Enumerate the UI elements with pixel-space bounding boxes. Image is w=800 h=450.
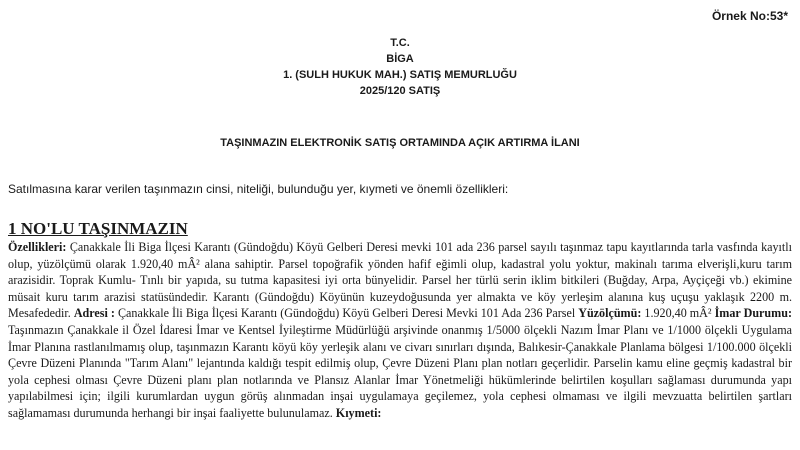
address-label: Adresi : [73,306,115,321]
zoning-text: Taşınmazın Çanakkale il Özel İdaresi İmar ve Kentsel İyileştirme Müdürlüğü arşivinde onanmış 1/5000 ölçekli Nazım İmar Planı ve 1/1000 ölçekli Uygulama İmar Planına rastlanılmamış olup, taşınmazın Karantı köyü köy yerleşik alanı ve civarı sınırları dışında, Balıkesir-Çanakkale Planlama bölgesi 1/100.000 ölçekli Çevre Düzeni Planında "Tarım Alanı" lejantında kaldığı tespit edilmiş olup, Çevre Düzeni Planı plan notları geçerlidir. Parselin kamu eline geçmiş kadastral bir yola cephesi olması Çevre Düzeni planı plan notlarında ve Plansız Alanlar İmar Yönetmeliği hükümlerinde belirtilen koşulları sağlaması durumunda yapı yapılabilmesi için; ilgili kurumlardan uygun görüş alınmadan inşai uygulamaya geçilemez, yola cephesi olmaması ve ilgili mevzuatta belirtilen şartları sağlamaması durumunda herhangi bir inşai faaliyette bulunulamaz. [8,322,792,420]
document-header [0,35,800,99]
features-label: Özellikleri: [8,240,67,254]
section-heading: 1 NO'LU TAŞINMAZIN [8,219,188,238]
zoning-label: İmar Durumu: [714,306,792,321]
address-text: Çanakkale İli Biga İlçesi Karantı (Gündoğdu) Köyü Gelberi Deresi Mevki 101 Ada 236 Parsel [114,306,579,321]
area-label: Yüzölçümü: [578,306,642,321]
header-line-case-number: 2025/120 SATIŞ [359,85,441,97]
features-text: Çanakkale İli Biga İlçesi Karantı (Gündoğdu) Köyü Gelberi Deresi mevki 101 ada 236 parsel sayılı taşınmaz tapu kayıtlarında tarla vasfında kayıtlı olup, yüzölçümü olarak 1.920,40 mÂ² alana sahiptir. Parsel topoğrafik yönden hafif eğimli olup, kadastral yolu yoktur, makinalı tarıma elverişli,kuru tarım arazisidir. Toprak Kumlu- Tınlı bir yapıda, su tutma kapasitesi iyi orta bünyelidir. Parsel her türlü serin iklim bitkileri (Buğday, Arpa, Ayçiçeği vb.) ekimine müsait kuru tarım arazisi statüsündedir. Karantı (Gündoğdu) Köyünün kuzeydoğusunda yer almakta ve köy yerleşim alanına kuş uçuşu yaklaşık 2200 m. Mesafededir. [8,240,792,321]
sample-number: Örnek No:53* [711,9,788,23]
value-label: Kıymeti: [335,405,382,420]
header-line-city: BİGA [386,53,414,65]
header-line-tc: T.C. [390,37,410,49]
notice-title: TAŞINMAZIN ELEKTRONİK SATIŞ ORTAMINDA AÇIK ARTIRMA İLANI [220,137,580,149]
intro-text: Satılmasına karar verilen taşınmazın cinsi, niteliği, bulunduğu yer, kıymeti ve önemli özellikleri: [8,182,509,196]
area-text: 1.920,40 mÂ² [641,306,715,321]
property-description [8,239,792,422]
header-line-office: 1. (SULH HUKUK MAH.) SATIŞ MEMURLUĞU [283,69,517,81]
